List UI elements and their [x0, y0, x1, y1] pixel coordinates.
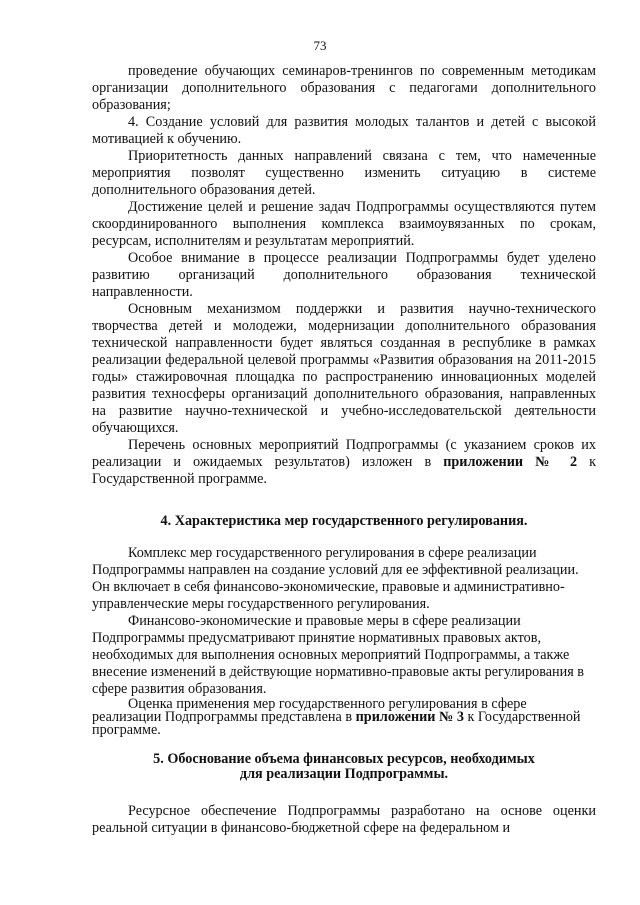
paragraph: Особое внимание в процессе реализации Подпрограммы будет уделено развитию организаций дополнительного образования технической направленности.: [92, 250, 596, 300]
section-activities-text: [92, 63, 596, 488]
paragraph: Ресурсное обеспечение Подпрограммы разработано на основе оценки реальной ситуации в финансово-бюджетной сфере на федеральном и: [92, 803, 596, 836]
paragraph: Основным механизмом поддержки и развития научно-технического творчества детей и молодежи, модернизации дополнительного образования технической направленности будет являться созданная в республике в рамках реализации федеральной целевой программы «Развития образования на 2011-2015 годы» стажировочная площадка по распространению инновационных моделей развития техносферы организаций дополнительного образования, направленных на развитие научно-технической и учебно-исследовательской деятельности обучающихся.: [92, 301, 596, 436]
paragraph: проведение обучающих семинаров-тренингов по современным методикам организации дополнительного образования с педагогами дополнительного образования;: [92, 63, 596, 113]
section-heading-4: 4. Характеристика мер государственного регулирования.: [160, 513, 528, 529]
section-heading-5: [92, 752, 596, 782]
page-number: 73: [313, 38, 327, 53]
heading-line: для реализации Подпрограммы.: [239, 766, 449, 782]
paragraph: Комплекс мер государственного регулирования в сфере реализации Подпрограммы направлен на создание условий для ее эффективной реализации. Он включает в себя финансово-экономические, правовые и административно-управленческие меры государственного регулирования.: [92, 545, 579, 612]
paragraph: Приоритетность данных направлений связана с тем, что намеченные мероприятия позволят существенно изменить ситуацию в системе дополнительного образования детей.: [92, 148, 596, 198]
paragraph: Финансово-экономические и правовые меры в сфере реализации Подпрограммы предусматривают принятие нормативных правовых актов, необходимых для выполнения основных мероприятий Подпрограммы, а также внесение изменений в действующие нормативно-правовые акты регулирования в сфере развития образования.: [92, 613, 584, 697]
appendix-reference: приложении № 2: [443, 454, 578, 470]
paragraph-text: Перечень основных мероприятий Подпрограммы (с указанием сроков их реализации и ожидаемых результатов) изложен в: [92, 437, 596, 470]
paragraph: Достижение целей и решение задач Подпрограммы осуществляются путем скоординированного выполнения комплекса взаимоувязанных по срокам, ресурсам, исполнителям и результатам мероприятий.: [92, 199, 596, 249]
appendix-reference: приложении № 3: [355, 709, 464, 725]
paragraph-appendix-3-reference: [92, 698, 596, 737]
paragraph: 4. Создание условий для развития молодых талантов и детей с высокой мотивацией к обучению.: [92, 114, 596, 147]
heading-line: 5. Обоснование объема финансовых ресурсов, необходимых: [153, 751, 535, 767]
paragraph-appendix-2-reference: [92, 437, 596, 488]
paragraph-text: Оценка применения мер государственного регулирования в сфере реализации Подпрограммы представлена в: [92, 696, 527, 725]
section-regulation-text: [92, 545, 596, 737]
paragraph-text: к Государственной программе.: [92, 709, 581, 738]
paragraph-text: к Государственной программе.: [92, 454, 596, 487]
section-finance-text: [92, 803, 596, 837]
